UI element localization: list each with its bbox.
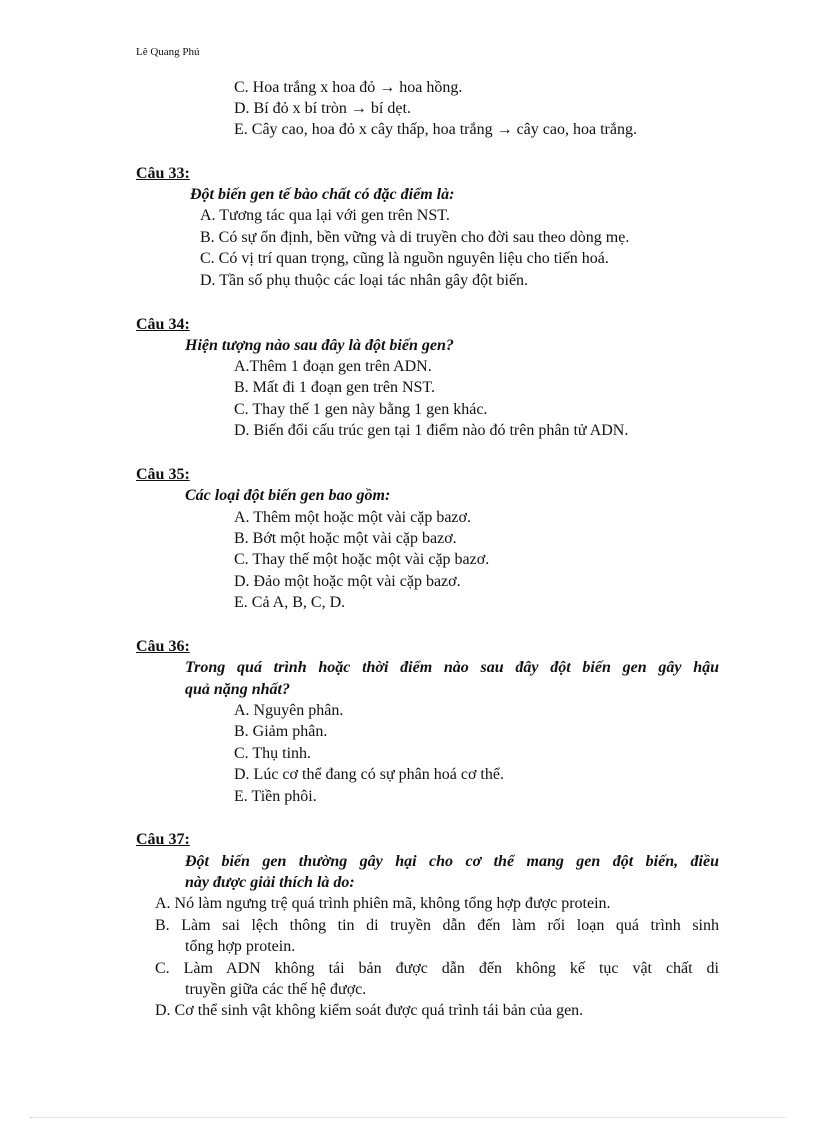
question-36-option-e: E. Tiền phôi. <box>234 788 317 805</box>
question-36-option-a: A. Nguyên phân. <box>234 702 344 719</box>
question-37-option-d: D. Cơ thể sinh vật không kiểm soát được quá trình tái bản của gen. <box>155 1002 584 1019</box>
question-36-option-d: D. Lúc cơ thể đang có sự phân hoá cơ thể. <box>234 766 504 783</box>
question-35-option-b: B. Bớt một hoặc một vài cặp bazơ. <box>234 530 457 547</box>
question-35-text: Các loại đột biến gen bao gồm: <box>185 487 391 504</box>
question-33-option-d: D. Tần số phụ thuộc các loại tác nhân gây đột biến. <box>200 272 529 289</box>
question-36-text-line1: Trong quá trình hoặc thời điểm nào sau đây đột biến gen gây hậu <box>185 659 719 676</box>
question-36-option-b: B. Giảm phân. <box>234 723 328 740</box>
question-37-option-b-line1: B. Làm sai lệch thông tin di truyền dẫn đến làm rối loạn quá trình sinh <box>155 917 719 934</box>
question-36-option-c: C. Thụ tinh. <box>234 745 312 762</box>
question-37-text-line1: Đột biến gen thường gây hại cho cơ thể mang gen đột biến, điều <box>185 853 719 870</box>
question-35-option-d: D. Đảo một hoặc một vài cặp bazơ. <box>234 573 461 590</box>
prev-option-e: E. Cây cao, hoa đỏ x cây thấp, hoa trắng → cây cao, hoa trắng. <box>234 121 637 138</box>
question-36-label: Câu 36: <box>136 638 190 655</box>
question-33-option-a: A. Tương tác qua lại với gen trên NST. <box>200 207 450 224</box>
question-36-text-line2: quả nặng nhất? <box>185 681 290 698</box>
question-33-label: Câu 33: <box>136 165 190 182</box>
question-35-option-e: E. Cả A, B, C, D. <box>234 594 346 611</box>
question-37-label: Câu 37: <box>136 831 190 848</box>
question-34-option-a: A.Thêm 1 đoạn gen trên ADN. <box>234 358 432 375</box>
question-33-option-c: C. Có vị trí quan trọng, cũng là nguồn nguyên liệu cho tiến hoá. <box>200 250 609 267</box>
question-37-option-b-line2: tổng hợp protein. <box>185 938 296 955</box>
question-34-label: Câu 34: <box>136 316 190 333</box>
page-header-author: Lê Quang Phú <box>136 46 200 58</box>
prev-option-d: D. Bí đỏ x bí tròn → bí dẹt. <box>234 100 411 117</box>
question-37-text-line2: này được giải thích là do: <box>185 874 355 891</box>
question-34-option-b: B. Mất đi 1 đoạn gen trên NST. <box>234 379 436 396</box>
question-34-text: Hiện tượng nào sau đây là đột biến gen? <box>185 337 454 354</box>
question-37-option-a: A. Nó làm ngưng trệ quá trình phiên mã, không tổng hợp được protein. <box>155 895 611 912</box>
question-37-option-c-line1: C. Làm ADN không tái bản được dẫn đến không kế tục vật chất di <box>155 960 719 977</box>
question-35-option-c: C. Thay thế một hoặc một vài cặp bazơ. <box>234 551 490 568</box>
question-35-option-a: A. Thêm một hoặc một vài cặp bazơ. <box>234 509 471 526</box>
question-34-option-c: C. Thay thế 1 gen này bằng 1 gen khác. <box>234 401 488 418</box>
question-34-option-d: D. Biến đổi cấu trúc gen tại 1 điểm nào đó trên phân tử ADN. <box>234 422 629 439</box>
question-33-option-b: B. Có sự ổn định, bền vững và di truyền cho đời sau theo dòng mẹ. <box>200 229 630 246</box>
question-35-label: Câu 35: <box>136 466 190 483</box>
page-bottom-rule <box>30 1117 786 1118</box>
prev-option-c: C. Hoa trắng x hoa đỏ → hoa hồng. <box>234 79 463 96</box>
question-37-option-c-line2: truyền giữa các thế hệ được. <box>185 981 367 998</box>
question-33-text: Đột biến gen tế bào chất có đặc điểm là: <box>190 186 455 203</box>
